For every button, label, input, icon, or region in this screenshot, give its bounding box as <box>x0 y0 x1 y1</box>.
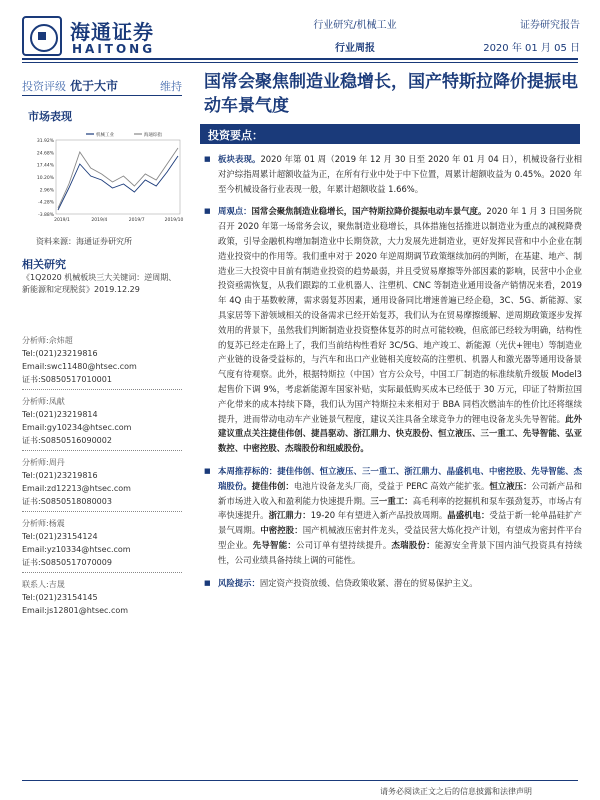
market-performance-title: 市场表现 <box>28 110 72 123</box>
chart-y-tick: 2.96% <box>39 188 54 194</box>
chart-source: 资料来源：海通证券研究所 <box>36 237 132 246</box>
analyst-cert: 证书:S0850516090002 <box>22 436 112 445</box>
related-research-text: 《1Q2020 机械板块三大关键词：逆周期、新能源和定现脱贫》2019.12.29 <box>22 273 177 294</box>
header-divider <box>22 58 578 60</box>
analyst-name: 分析师:杨震 <box>22 519 65 528</box>
haitong-logo-mark-icon <box>22 16 62 56</box>
analyst-name: 分析师:凤献 <box>22 397 65 406</box>
chart-y-tick: -4.28% <box>38 200 54 206</box>
bullet-weekly-view: ■ 周观点：国常会聚焦制造业稳增长，国产特斯拉降价提振电动车景气度。2020 年 1 月 3 日国务院召开 2020 年第一场常务会议，聚焦制造业稳增长，具体措施包括推进以制造业为重点的减税降费政策，引导金融机构增加制造业中长期贷款，大力发展先进制造业，更好发挥民营和中小企业在制造业投资中的作用等。我们重申对于 2020 年逆周期调节政策继续加码的判断，在基建、地产、制造业三大投资中目前有制造业投资的趋势最弱，并且受贸易摩擦等外部因素的影响，民营中小企业投资亟需恢复，从我们跟踪的工业机器人、注塑机、CNC 等制造业通用设备产销情况来看，2019 年 4Q 由于基数較薄，需求弱复苏因素，通用设备同比增速普遍已经企稳，3C、5G、新能源、家具家居等下游领域相关的设备需求已经开始复苏，我们认为在贸易摩擦缓解、逆周期政策逐步发挥效用的背景下，虽然我们判断制造业投资整体复苏的时点可能较晚，但底部已经较为明确，结构性的复苏已经走在路上了，我们当前结构性看好 3C/5G、地产竣工、新能源（光伏+锂电）等制造业产业链的设备受益标的，与汽车和出口产业链相关度较高的注塑机、机器人和激光器等通用设备景气度有待观察。此外，根据特斯拉（中国）官方公众号，中国工厂制造的标准续航升级版 Model3 起售价下调 9%，考虑新能源车国家补贴，实际最低购买成本已经低于 30 万元，印证了特斯拉国产化带来的成本持续下降，我们认为国产特斯拉未来相对于 BBA 同档次燃油车的性价比还将继续提升，进而带动电动车产业链景气程度，建议关注具备全球竞争力的锂电设备龙头先导智能。此外建议重点关注捷佳伟创、捷昌驱动、浙江鼎力、快克股份、恒立液压、三一重工、先导智能、弘亚数控、中密控股、杰瑞股份和纽威股份。 <box>204 204 582 456</box>
analyst-email[interactable]: Email:yz10334@htsec.com <box>22 545 131 554</box>
analyst-tel: Tel:(021)23219816 <box>22 349 98 358</box>
analyst-card <box>22 456 182 512</box>
header-right <box>460 16 580 54</box>
analyst-list <box>22 334 182 620</box>
chart-series-line <box>58 148 178 208</box>
analyst-email[interactable]: Email:js12801@htsec.com <box>22 606 129 615</box>
analyst-cert: 证书:S0850517070009 <box>22 558 112 567</box>
chart-y-tick: 31.92% <box>36 139 54 144</box>
logo-cn: 海通证券 <box>70 20 154 44</box>
analyst-card <box>22 334 182 390</box>
rating-value: 优于大市 <box>70 79 119 93</box>
analyst-email[interactable]: Email:gy10234@htsec.com <box>22 423 132 432</box>
chart-y-tick: -3.88% <box>38 213 54 218</box>
analyst-cert: 证书:S0850517010001 <box>22 375 112 384</box>
investment-rating <box>22 74 182 96</box>
key-points-bar: 投资要点： <box>200 124 580 144</box>
report-type: 行业周报 <box>335 43 375 54</box>
analyst-name: 分析师:周丹 <box>22 458 65 467</box>
report-category: 行业研究/机械工业 <box>313 20 397 31</box>
analyst-card <box>22 578 182 617</box>
chart-x-tick: 2019/10 <box>164 218 184 223</box>
analyst-tel: Tel:(021)23154124 <box>22 532 98 541</box>
analyst-name: 联系人:吉晟 <box>22 580 65 589</box>
chart-legend-label: 机械工业 <box>96 133 114 138</box>
related-research-title: 相关研究 <box>22 258 66 271</box>
analyst-name: 分析师:佘炜超 <box>22 336 73 345</box>
analyst-tel: Tel:(021)23154145 <box>22 593 98 602</box>
market-performance-chart <box>28 128 188 228</box>
footer-divider <box>22 780 578 781</box>
chart-y-tick: 10.20% <box>36 176 54 181</box>
analyst-cert: 证书:S0850518080003 <box>22 497 112 506</box>
analyst-card <box>22 517 182 573</box>
chart-y-tick: 17.44% <box>36 163 54 169</box>
analyst-tel: Tel:(021)23219814 <box>22 410 98 419</box>
analyst-email[interactable]: Email:swc11480@htsec.com <box>22 362 137 371</box>
chart-x-tick: 2019/1 <box>54 218 70 223</box>
rating-label: 投资评级 <box>22 80 66 93</box>
rating-change: 维持 <box>160 80 182 93</box>
chart-frame <box>56 140 180 214</box>
analyst-tel: Tel:(021)23219816 <box>22 471 98 480</box>
haitong-logo <box>22 12 172 62</box>
chart-y-tick: 24.68% <box>36 151 54 157</box>
bullet-recommendations: ■ 本周推荐标的：捷佳伟创、恒立液压、三一重工、浙江鼎力、晶盛机电、中密控股、先导智能、杰瑞股份。捷佳伟创：电池片设备龙头厂商，受益于 PERC 高效产能扩张。恒立液压：公司新产品和新市场进入收入和盈利能力快速提升期。三一重工：高毛利率的挖掘机和泵车强劲复苏，市场占有率快速提升。浙江鼎力：19-20 年有望进入新产品投放周期。晶盛机电：受益于新一轮单晶硅扩产景气周期。中密控股：国产机械液压密封件龙头，受益民营大炼化投产计划，有望成为密封件平台型企业。先导智能：公司订单有望持续提升。杰瑞股份：能源安全背景下国内油气投资具有持续性，公司业绩具备持续上调的可能性。 <box>204 464 582 568</box>
chart-legend-label: 海通综指 <box>144 133 162 138</box>
report-date: 2020 年 01 月 05 日 <box>483 43 580 54</box>
chart-x-tick: 2019/7 <box>128 218 145 223</box>
bullet-sector-performance: ■ 板块表现。2020 年第 01 周（2019 年 12 月 30 日至 2020 年 01 月 04 日），机械设备行业相对沪综指周累计超额收益为正，在所有行业中处于中下位置，周累计超额收益为 0.45%。2020 年至今机械设备行业表现一般，年累计超额收益 1.66%。 <box>204 152 582 196</box>
analyst-card <box>22 395 182 451</box>
report-kind: 证券研究报告 <box>520 20 580 31</box>
logo-en: HAITONG <box>72 42 156 56</box>
bullet-risk: ■ 风险提示：固定资产投资放缓、信贷政策收紧、潜在的贸易保护主义。 <box>204 576 582 591</box>
report-title: 国常会聚焦制造业稳增长，国产特斯拉降价提振电动车景气度 <box>204 72 578 116</box>
key-points-body <box>204 152 582 598</box>
header-divider-thin <box>22 62 578 63</box>
analyst-email[interactable]: Email:zd12213@htsec.com <box>22 484 131 493</box>
footer-disclaimer: 请务必阅读正文之后的信息披露和法律声明 <box>380 787 532 796</box>
header-center <box>270 16 440 54</box>
chart-x-tick: 2019/4 <box>91 218 108 223</box>
